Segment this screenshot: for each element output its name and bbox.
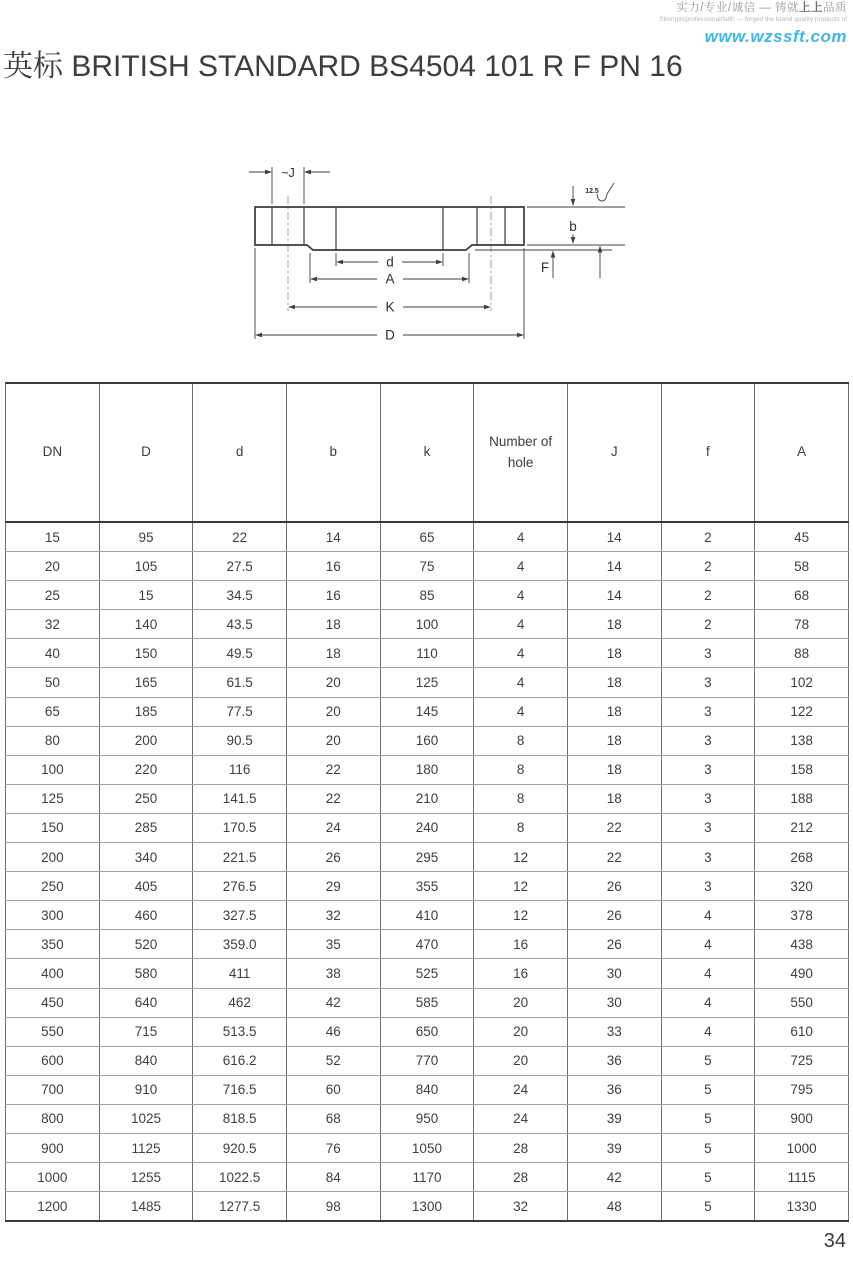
table-cell: 250 xyxy=(6,872,100,901)
table-cell: 12 xyxy=(474,843,568,872)
table-row xyxy=(6,988,849,1017)
table-cell: 52 xyxy=(286,1046,380,1075)
table-cell: 12 xyxy=(474,901,568,930)
table-cell: 4 xyxy=(474,668,568,697)
table-cell: 20 xyxy=(474,1017,568,1046)
table-cell: 285 xyxy=(99,813,193,842)
table-cell: 700 xyxy=(6,1075,100,1104)
table-row xyxy=(6,813,849,842)
table-cell: 77.5 xyxy=(193,697,287,726)
table-cell: 5 xyxy=(661,1163,755,1192)
table-cell: 1277.5 xyxy=(193,1192,287,1222)
table-row xyxy=(6,697,849,726)
table-cell: 34.5 xyxy=(193,581,287,610)
table-cell: 550 xyxy=(6,1017,100,1046)
table-row xyxy=(6,1104,849,1133)
table-cell: 12 xyxy=(474,872,568,901)
flange-body-outline xyxy=(255,207,524,250)
table-cell: 90.5 xyxy=(193,726,287,755)
table-cell: 350 xyxy=(6,930,100,959)
table-cell: 5 xyxy=(661,1192,755,1222)
table-cell: 3 xyxy=(661,813,755,842)
table-header-row xyxy=(6,383,849,522)
table-cell: 340 xyxy=(99,843,193,872)
column-header: A xyxy=(755,383,849,522)
bolt-centerlines xyxy=(288,196,491,311)
table-cell: 5 xyxy=(661,1133,755,1162)
table-cell: 14 xyxy=(286,522,380,552)
table-cell: 1170 xyxy=(380,1163,474,1192)
roughness-value: 12.5 xyxy=(585,188,599,195)
table-cell: 16 xyxy=(474,959,568,988)
table-cell: 3 xyxy=(661,726,755,755)
table-cell: 4 xyxy=(474,697,568,726)
dim-label-a: A xyxy=(385,271,395,287)
table-cell: 32 xyxy=(286,901,380,930)
table-cell: 1125 xyxy=(99,1133,193,1162)
table-cell: 22 xyxy=(567,813,661,842)
table-cell: 22 xyxy=(193,522,287,552)
table-cell: 355 xyxy=(380,872,474,901)
table-cell: 220 xyxy=(99,755,193,784)
table-cell: 20 xyxy=(474,1046,568,1075)
table-cell: 27.5 xyxy=(193,552,287,581)
table-row xyxy=(6,552,849,581)
table-cell: 400 xyxy=(6,959,100,988)
table-cell: 580 xyxy=(99,959,193,988)
table-cell: 818.5 xyxy=(193,1104,287,1133)
table-cell: 2 xyxy=(661,581,755,610)
table-cell: 770 xyxy=(380,1046,474,1075)
table-cell: 4 xyxy=(474,639,568,668)
table-cell: 900 xyxy=(6,1133,100,1162)
table-row xyxy=(6,610,849,639)
table-cell: 460 xyxy=(99,901,193,930)
table-cell: 2 xyxy=(661,552,755,581)
table-cell: 46 xyxy=(286,1017,380,1046)
table-cell: 26 xyxy=(567,930,661,959)
table-row xyxy=(6,522,849,552)
dimension-labels xyxy=(281,166,577,343)
table-row xyxy=(6,639,849,668)
table-cell: 250 xyxy=(99,784,193,813)
table-cell: 5 xyxy=(661,1046,755,1075)
table-cell: 22 xyxy=(286,784,380,813)
table-row xyxy=(6,930,849,959)
table-cell: 2 xyxy=(661,522,755,552)
flange-section-lines xyxy=(272,207,505,250)
table-cell: 2 xyxy=(661,610,755,639)
table-cell: 76 xyxy=(286,1133,380,1162)
table-cell: 221.5 xyxy=(193,843,287,872)
table-cell: 30 xyxy=(567,988,661,1017)
table-cell: 145 xyxy=(380,697,474,726)
table-cell: 600 xyxy=(6,1046,100,1075)
website-link[interactable]: www.wzssft.com xyxy=(704,26,847,46)
table-cell: 40 xyxy=(6,639,100,668)
table-row xyxy=(6,1075,849,1104)
table-cell: 102 xyxy=(755,668,849,697)
table-cell: 26 xyxy=(286,843,380,872)
table-cell: 18 xyxy=(567,668,661,697)
table-cell: 1000 xyxy=(6,1163,100,1192)
table-cell: 26 xyxy=(567,901,661,930)
table-cell: 30 xyxy=(567,959,661,988)
table-cell: 300 xyxy=(6,901,100,930)
table-cell: 39 xyxy=(567,1133,661,1162)
table-cell: 3 xyxy=(661,668,755,697)
table-cell: 200 xyxy=(99,726,193,755)
table-cell: 5 xyxy=(661,1075,755,1104)
table-cell: 45 xyxy=(755,522,849,552)
table-cell: 110 xyxy=(380,639,474,668)
flange-table-body xyxy=(6,522,849,1221)
table-cell: 800 xyxy=(6,1104,100,1133)
table-cell: 125 xyxy=(380,668,474,697)
table-cell: 75 xyxy=(380,552,474,581)
flange-dimension-table xyxy=(5,382,849,1222)
table-cell: 36 xyxy=(567,1046,661,1075)
table-cell: 78 xyxy=(755,610,849,639)
table-cell: 4 xyxy=(474,552,568,581)
table-cell: 18 xyxy=(286,639,380,668)
table-cell: 1025 xyxy=(99,1104,193,1133)
table-cell: 610 xyxy=(755,1017,849,1046)
table-cell: 18 xyxy=(286,610,380,639)
table-cell: 61.5 xyxy=(193,668,287,697)
table-cell: 18 xyxy=(567,697,661,726)
dimension-arrowheads xyxy=(255,170,602,338)
table-cell: 39 xyxy=(567,1104,661,1133)
table-cell: 58 xyxy=(755,552,849,581)
table-cell: 25 xyxy=(6,581,100,610)
table-cell: 98 xyxy=(286,1192,380,1222)
column-header: D xyxy=(99,383,193,522)
table-row xyxy=(6,872,849,901)
table-cell: 16 xyxy=(286,552,380,581)
table-cell: 295 xyxy=(380,843,474,872)
table-cell: 640 xyxy=(99,988,193,1017)
table-cell: 88 xyxy=(755,639,849,668)
table-cell: 20 xyxy=(6,552,100,581)
table-cell: 42 xyxy=(286,988,380,1017)
table-cell: 950 xyxy=(380,1104,474,1133)
table-cell: 320 xyxy=(755,872,849,901)
table-cell: 276.5 xyxy=(193,872,287,901)
table-cell: 650 xyxy=(380,1017,474,1046)
table-row xyxy=(6,1192,849,1222)
table-cell: 22 xyxy=(567,843,661,872)
table-cell: 212 xyxy=(755,813,849,842)
table-cell: 378 xyxy=(755,901,849,930)
table-cell: 616.2 xyxy=(193,1046,287,1075)
dim-label-k: K xyxy=(385,299,395,315)
table-cell: 150 xyxy=(6,813,100,842)
table-cell: 4 xyxy=(661,1017,755,1046)
table-cell: 160 xyxy=(380,726,474,755)
table-cell: 43.5 xyxy=(193,610,287,639)
table-cell: 24 xyxy=(474,1104,568,1133)
table-cell: 200 xyxy=(6,843,100,872)
table-cell: 18 xyxy=(567,610,661,639)
table-cell: 24 xyxy=(474,1075,568,1104)
table-cell: 725 xyxy=(755,1046,849,1075)
table-cell: 20 xyxy=(286,668,380,697)
flange-section-drawing xyxy=(238,148,632,360)
table-cell: 1115 xyxy=(755,1163,849,1192)
table-cell: 1330 xyxy=(755,1192,849,1222)
table-cell: 4 xyxy=(661,930,755,959)
table-cell: 4 xyxy=(474,522,568,552)
extension-lines xyxy=(249,167,625,339)
table-cell: 105 xyxy=(99,552,193,581)
table-cell: 36 xyxy=(567,1075,661,1104)
table-cell: 3 xyxy=(661,639,755,668)
table-cell: 1300 xyxy=(380,1192,474,1222)
table-cell: 3 xyxy=(661,872,755,901)
table-row xyxy=(6,843,849,872)
table-cell: 359.0 xyxy=(193,930,287,959)
table-cell: 327.5 xyxy=(193,901,287,930)
dim-label-f: F xyxy=(540,260,550,275)
table-cell: 84 xyxy=(286,1163,380,1192)
table-cell: 450 xyxy=(6,988,100,1017)
dim-label-d: d xyxy=(386,254,394,270)
table-row xyxy=(6,1046,849,1075)
table-cell: 170.5 xyxy=(193,813,287,842)
table-cell: 1485 xyxy=(99,1192,193,1222)
table-row xyxy=(6,1017,849,1046)
table-cell: 1255 xyxy=(99,1163,193,1192)
table-cell: 14 xyxy=(567,552,661,581)
page-number: 34 xyxy=(823,1230,846,1252)
table-cell: 35 xyxy=(286,930,380,959)
table-cell: 18 xyxy=(567,726,661,755)
table-cell: 125 xyxy=(6,784,100,813)
tagline-cn-pre: 实力/专业/诚信 — 铸就 xyxy=(676,2,799,14)
table-cell: 33 xyxy=(567,1017,661,1046)
table-cell: 180 xyxy=(380,755,474,784)
table-cell: 150 xyxy=(99,639,193,668)
table-cell: 4 xyxy=(661,959,755,988)
table-cell: 60 xyxy=(286,1075,380,1104)
table-cell: 28 xyxy=(474,1163,568,1192)
surface-finish-symbol xyxy=(585,183,614,201)
table-cell: 100 xyxy=(380,610,474,639)
table-row xyxy=(6,901,849,930)
table-cell: 68 xyxy=(286,1104,380,1133)
table-cell: 462 xyxy=(193,988,287,1017)
table-cell: 520 xyxy=(99,930,193,959)
dim-label-b: b xyxy=(569,219,577,234)
table-cell: 268 xyxy=(755,843,849,872)
table-cell: 900 xyxy=(755,1104,849,1133)
table-cell: 158 xyxy=(755,755,849,784)
table-cell: 29 xyxy=(286,872,380,901)
table-cell: 210 xyxy=(380,784,474,813)
table-cell: 240 xyxy=(380,813,474,842)
brand-block xyxy=(659,2,847,46)
table-cell: 410 xyxy=(380,901,474,930)
table-row xyxy=(6,726,849,755)
table-cell: 920.5 xyxy=(193,1133,287,1162)
column-header: f xyxy=(661,383,755,522)
column-header: d xyxy=(193,383,287,522)
column-header: J xyxy=(567,383,661,522)
table-cell: 550 xyxy=(755,988,849,1017)
table-cell: 405 xyxy=(99,872,193,901)
column-header: DN xyxy=(6,383,100,522)
table-cell: 840 xyxy=(380,1075,474,1104)
page-title: 英标 BRITISH STANDARD BS4504 101 R F PN 16 xyxy=(3,50,683,83)
table-cell: 490 xyxy=(755,959,849,988)
table-cell: 4 xyxy=(474,610,568,639)
table-cell: 8 xyxy=(474,784,568,813)
table-cell: 1022.5 xyxy=(193,1163,287,1192)
table-cell: 4 xyxy=(474,581,568,610)
tagline-english: Strength/professional/faith — forged the brand quality products of xyxy=(659,16,847,24)
tagline-cn-brand: 上上 xyxy=(799,2,823,14)
table-cell: 1200 xyxy=(37,1198,68,1214)
tagline-chinese xyxy=(659,2,847,15)
table-cell: 1050 xyxy=(380,1133,474,1162)
table-row xyxy=(6,755,849,784)
table-cell: 3 xyxy=(661,755,755,784)
table-row xyxy=(6,581,849,610)
table-cell: 85 xyxy=(380,581,474,610)
table-cell: 5 xyxy=(661,1104,755,1133)
table-cell: 4 xyxy=(661,901,755,930)
table-cell: 24 xyxy=(286,813,380,842)
table-cell: 715 xyxy=(99,1017,193,1046)
table-cell: 138 xyxy=(755,726,849,755)
table-row xyxy=(6,668,849,697)
table-cell: 470 xyxy=(380,930,474,959)
table-cell: 8 xyxy=(474,726,568,755)
table-cell: 3 xyxy=(661,843,755,872)
table-cell: 18 xyxy=(567,784,661,813)
table-cell: 116 xyxy=(193,755,287,784)
tagline-cn-post: 品质 xyxy=(823,2,847,14)
table-cell: 18 xyxy=(567,755,661,784)
table-cell: 141.5 xyxy=(193,784,287,813)
table-cell: 49.5 xyxy=(193,639,287,668)
table-cell: 140 xyxy=(99,610,193,639)
table-cell: 32 xyxy=(474,1192,568,1222)
table-cell: 14 xyxy=(567,581,661,610)
table-cell: 122 xyxy=(755,697,849,726)
table-cell: 8 xyxy=(474,755,568,784)
table-cell: 22 xyxy=(286,755,380,784)
table-cell: 188 xyxy=(755,784,849,813)
table-cell: 525 xyxy=(380,959,474,988)
table-cell: 411 xyxy=(193,959,287,988)
table-cell: 48 xyxy=(567,1192,661,1222)
table-cell: 438 xyxy=(755,930,849,959)
table-cell: 28 xyxy=(474,1133,568,1162)
table-cell: 585 xyxy=(380,988,474,1017)
table-cell: 3 xyxy=(661,784,755,813)
table-cell: 15 xyxy=(6,522,100,552)
column-header: b xyxy=(286,383,380,522)
table-row xyxy=(6,1163,849,1192)
table-cell: 716.5 xyxy=(193,1075,287,1104)
dim-label-big-d: D xyxy=(385,327,395,343)
table-cell: 3 xyxy=(661,697,755,726)
table-row xyxy=(6,959,849,988)
table-cell: 795 xyxy=(755,1075,849,1104)
table-cell: 8 xyxy=(474,813,568,842)
table-row xyxy=(6,784,849,813)
table-cell: 14 xyxy=(567,522,661,552)
table-cell: 95 xyxy=(99,522,193,552)
table-cell: 4 xyxy=(661,988,755,1017)
table-cell: 65 xyxy=(380,522,474,552)
table-cell: 38 xyxy=(286,959,380,988)
table-cell: 18 xyxy=(567,639,661,668)
table-cell: 910 xyxy=(99,1075,193,1104)
table-cell: 42 xyxy=(567,1163,661,1192)
table-cell: 165 xyxy=(99,668,193,697)
table-cell: 50 xyxy=(6,668,100,697)
table-cell: 80 xyxy=(6,726,100,755)
table-cell: 20 xyxy=(286,726,380,755)
table-cell: 16 xyxy=(286,581,380,610)
table-row xyxy=(6,1133,849,1162)
table-cell: 20 xyxy=(286,697,380,726)
column-header: k xyxy=(380,383,474,522)
table-cell: 1000 xyxy=(755,1133,849,1162)
table-cell: 20 xyxy=(474,988,568,1017)
table-cell: 15 xyxy=(99,581,193,610)
table-cell: 100 xyxy=(6,755,100,784)
table-cell: 185 xyxy=(99,697,193,726)
table-cell: 32 xyxy=(6,610,100,639)
dim-label-j: ~J xyxy=(281,166,295,180)
table-cell: 513.5 xyxy=(193,1017,287,1046)
column-header: Number of hole xyxy=(474,383,568,522)
table-cell: 65 xyxy=(6,697,100,726)
table-cell: 840 xyxy=(99,1046,193,1075)
table-cell: 26 xyxy=(567,872,661,901)
table-cell: 16 xyxy=(474,930,568,959)
table-cell: 68 xyxy=(755,581,849,610)
